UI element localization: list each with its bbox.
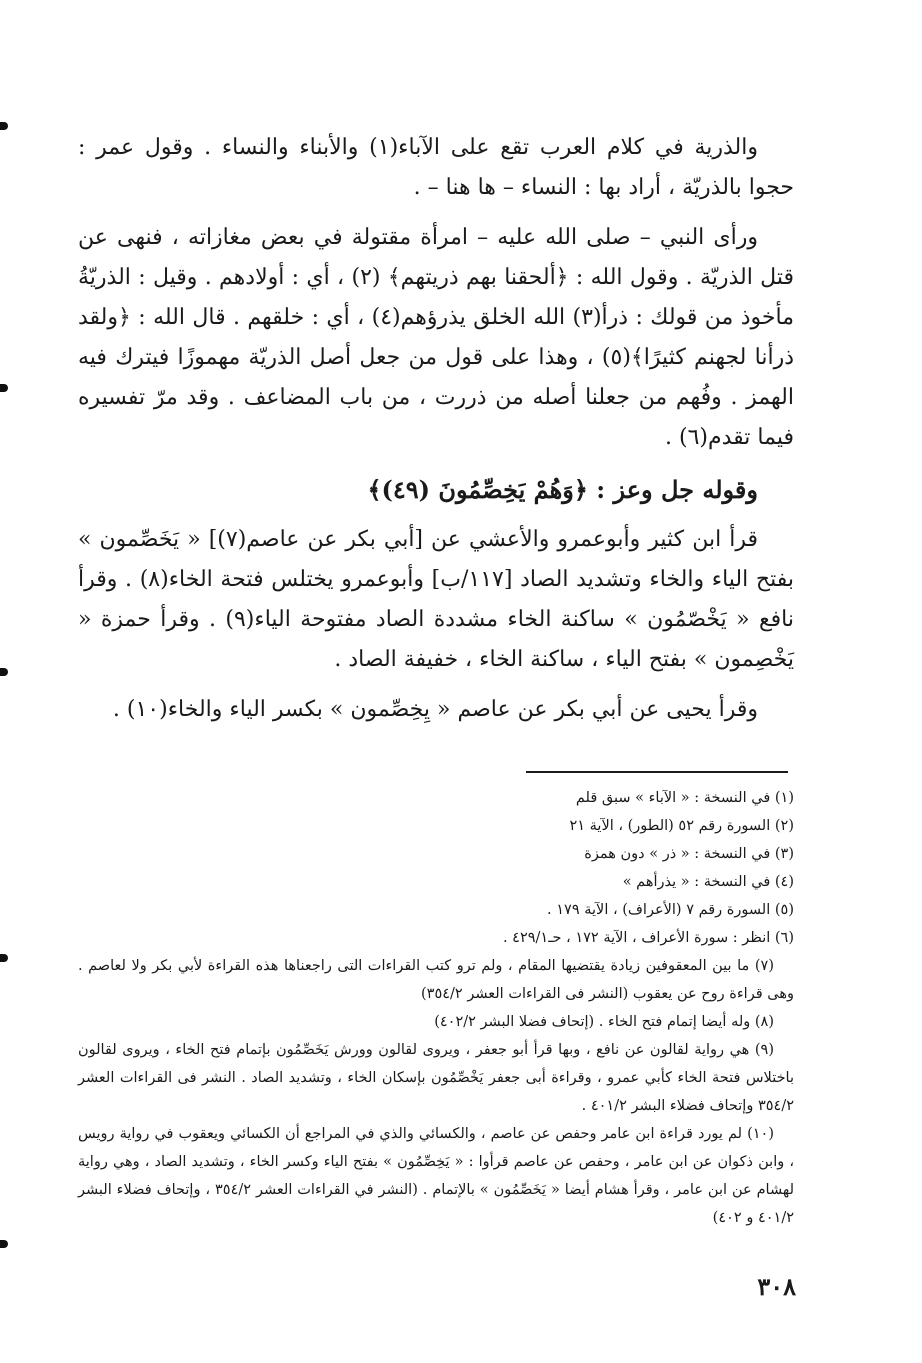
footnote-item: (٨) وله أيضا إتمام فتح الخاء . (إتحاف فضلا البشر ٤٠٢/٢) [434, 1014, 774, 1030]
footnote-item: (٥) السورة رقم ٧ (الأعراف) ، الآية ١٧٩ . [547, 902, 794, 918]
footnote-item: (١) في النسخة : « الآباء » سبق قلم [575, 790, 794, 806]
footnote-item: (٤) في النسخة : « يذرأهم » [622, 874, 794, 890]
footnotes [78, 784, 794, 1232]
footnote-item: (٦) انظر : سورة الأعراف ، الآية ١٧٢ ، حـ٤٢٩/١ . [502, 930, 794, 946]
margin-mark [0, 122, 8, 130]
paragraph-readings: قرأ ابن كثير وأبوعمرو والأعشي عن [أبي بكر عن عاصم(٧)] « يَخَصِّمون » بفتح الياء والخاء وتشديد الصاد [١١٧/ب] وأبوعمرو يختلس فتحة الخاء(٨) . وقرأ نافع « يَخْصّمُون » ساكنة الخاء مشددة الصاد مفتوحة الياء(٩) . وقرأ حمزة « يَخْصِمون » بفتح الياء ، ساكنة الخاء ، خفيفة الصاد . [78, 527, 794, 672]
footnote-item: (١٠) لم يورد قراءة ابن عامر وحفص عن عاصم ، والكسائي والذي في المراجع أن الكسائي ويعقوب في رواية رويس ، وابن ذكوان عن ابن عامر ، وحفص عن عاصم قرأوا : « يَخِصِّمُون » بفتح الياء وكسر الخاء ، وتشديد الصاد ، وهي رواية لهشام عن ابن عامر ، وقرأ هشام أيضا « يَخَصِّمُون » بالإتمام . (النشر في القراءات العشر ٣٥٤/٢ ، وإتحاف فضلاء البشر ٤٠١/٢ و ٤٠٢) [78, 1126, 795, 1226]
margin-mark [0, 954, 8, 962]
margin-mark [0, 1240, 8, 1248]
footnote-item: (٢) السورة رقم ٥٢ (الطور) ، الآية ٢١ [569, 818, 794, 834]
page-number: ٣٠٨ [757, 1272, 796, 1301]
footnote-item: (٣) في النسخة : « ذر » دون همزة [584, 846, 794, 862]
footnote-separator [526, 771, 788, 773]
margin-mark [0, 668, 8, 676]
main-text [78, 128, 794, 740]
paragraph-dhurriyya-usage: ورأى النبي – صلى الله عليه – امرأة مقتولة في بعض مغازاته ، فنهى عن قتل الذريّة . وقول الله : ﴿ألحقنا بهم ذريتهم﴾ (٢) ، أي : أولادهم . وقيل : الذريّةُ مأخوذ من قولك : ذرأ(٣) الله الخلق يذرؤهم(٤) ، أي : خلقهم . قال الله : ﴿ولقد ذرأنا لجهنم كثيرًا﴾(٥) ، وهذا على قول من جعل أصل الذريّة مهموزًا فيترك فيه الهمز . وفُهم من جعلنا أصله من ذررت ، من باب المضاعف . وقد مرّ تفسيره فيما تقدم(٦) . [78, 225, 794, 450]
margin-mark [0, 384, 8, 392]
paragraph-dhurriyya-definition: والذرية في كلام العرب تقع على الآباء(١) والأبناء والنساء . وقول عمر : حجوا بالذريّة ، أراد بها : النساء – ها هنا – . [78, 135, 794, 200]
footnote-item: (٧) ما بين المعقوفين زيادة يقتضيها المقام ، ولم ترو كتب القراءات التى راجعناها هذه القراءة لأبي بكر ولا لعاصم . وهى قراءة روح عن يعقوب (النشر فى القراءات العشر ٣٥٤/٢) [78, 958, 794, 1002]
paragraph-yahya-reading: وقرأ يحيى عن أبي بكر عن عاصم « يِخِصِّمون » بكسر الياء والخاء(١٠) . [112, 697, 758, 722]
verse-heading: وقوله جل وعز : ﴿وَهُمْ يَخِصِّمُونَ (٤٩)﴾ [367, 475, 758, 504]
footnote-item: (٩) هي رواية لقالون عن نافع ، وبها قرأ أبو جعفر ، ويروى لقالون وورش يَخَصِّمُون بإتمام فتح الخاء ، ويروى لقالون باختلاس فتحة الخاء كأبي عمرو ، وقراءة أبى جعفر يَخْصِّمُون بإسكان الخاء ، وتشديد الصاد . النشر فى القراءات العشر ٣٥٤/٢ وإتحاف فضلاء البشر ٤٠١/٢ . [78, 1042, 794, 1114]
